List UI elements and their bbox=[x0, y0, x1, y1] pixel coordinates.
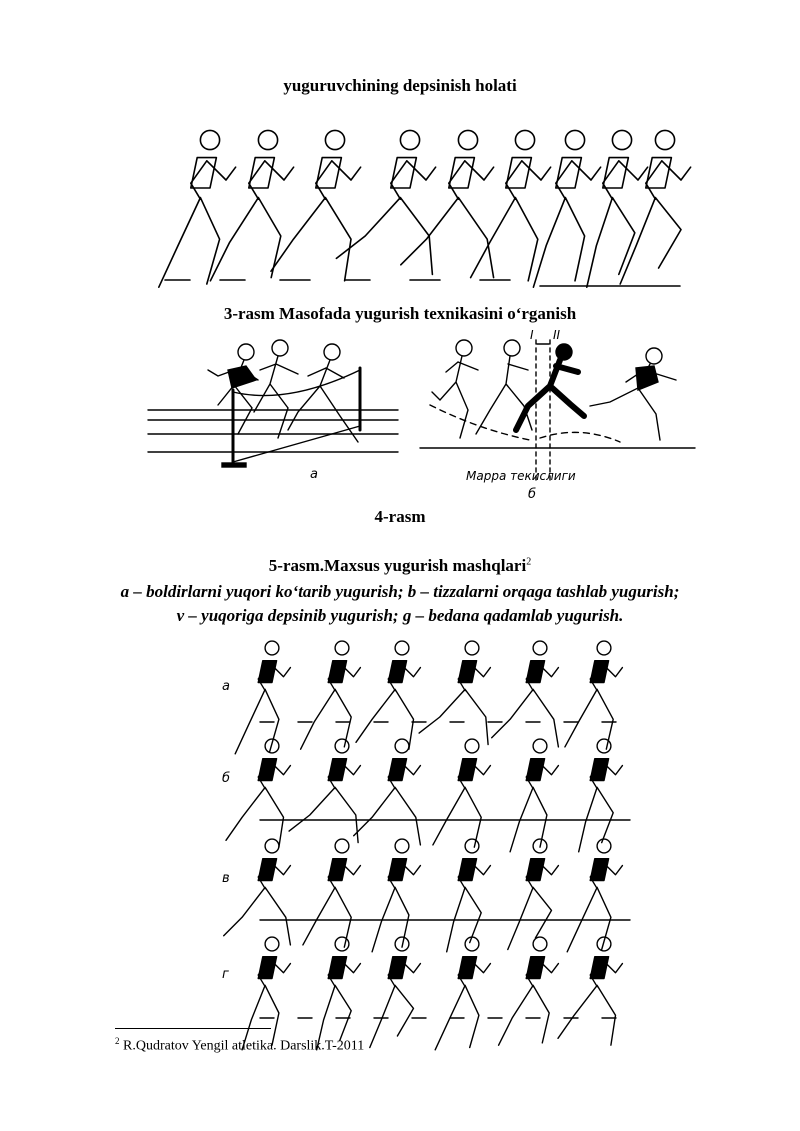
runner-figure bbox=[508, 839, 559, 949]
row-label-g: г bbox=[222, 967, 229, 982]
runner-figure bbox=[224, 839, 291, 945]
runner-figure bbox=[579, 739, 623, 852]
runner-figure bbox=[401, 130, 494, 277]
runner-figure bbox=[587, 130, 648, 287]
runner-figure bbox=[433, 739, 491, 847]
footnote-number: 2 bbox=[115, 1036, 120, 1046]
figure-5-legend-line-1: a – boldirlarni yuqori ko‘tarib yugurish; b – tizzalarni orqaga tashlab yugurish; bbox=[120, 582, 680, 601]
footnote bbox=[115, 1036, 364, 1055]
runner-figure bbox=[435, 937, 490, 1050]
runner-figure bbox=[370, 937, 421, 1047]
runner-figure bbox=[301, 641, 361, 749]
runner-figure bbox=[226, 739, 290, 847]
finish-plane-label: Марра текислиги bbox=[466, 469, 576, 483]
runner-figure bbox=[471, 130, 551, 280]
runner-figure bbox=[372, 839, 420, 952]
runner-figure bbox=[419, 641, 490, 745]
row-label-b: б bbox=[222, 771, 231, 786]
runner-figure bbox=[271, 130, 361, 280]
runner-figure bbox=[356, 641, 420, 749]
runner-figure bbox=[533, 130, 600, 287]
figure-5-legend-line-2: v – yuqoriga depsinib yugurish; g – bedana qadamlab yugurish. bbox=[176, 606, 624, 625]
figure-4-label-b: б bbox=[528, 487, 537, 502]
figure-5-drill-grid bbox=[220, 630, 640, 1025]
figure-5-caption: 5-rasm.Maxsus yugurish mashqlari$^2$ bbox=[268, 556, 532, 575]
row-label-v: в bbox=[222, 871, 230, 886]
runner-figure bbox=[354, 739, 421, 845]
runner-figure bbox=[242, 937, 290, 1050]
footnote-separator bbox=[115, 1028, 271, 1029]
figure-4-label-a: а bbox=[310, 467, 318, 482]
figure-4b-finish-line bbox=[420, 328, 700, 502]
figure-3-running-sequence bbox=[160, 120, 680, 290]
runner-figure bbox=[558, 937, 622, 1045]
runner-figure bbox=[492, 641, 559, 747]
marker-I: I bbox=[530, 328, 534, 342]
footnote-ref: 2 bbox=[526, 556, 532, 568]
runner-figure bbox=[159, 130, 236, 287]
marker-II: II bbox=[553, 328, 561, 342]
figure-3-caption: 3-rasm Masofada yugurish texnikasini o‘rganish bbox=[223, 304, 577, 323]
runner-figure bbox=[235, 641, 290, 754]
footnote-text: R.Qudratov Yengil atletika. Darslik.T-2011 bbox=[123, 1038, 365, 1054]
runner-figure bbox=[303, 839, 361, 947]
runner-figure bbox=[447, 839, 491, 952]
runner-figure bbox=[510, 739, 558, 852]
runner-figure bbox=[565, 641, 623, 749]
runner-figure bbox=[210, 130, 293, 280]
figure-4a-finish-tape bbox=[148, 330, 408, 480]
runner-figure bbox=[336, 130, 435, 274]
runner-figure bbox=[620, 130, 690, 284]
row-label-a: а bbox=[222, 679, 230, 694]
runner-figure bbox=[317, 937, 361, 1050]
heading-push-off: yuguruvchining depsinish holati bbox=[283, 76, 517, 95]
runner-figure bbox=[289, 739, 360, 843]
runner-figure bbox=[499, 937, 559, 1045]
figure-4-caption: 4-rasm bbox=[374, 507, 426, 526]
runner-figure bbox=[567, 839, 622, 952]
